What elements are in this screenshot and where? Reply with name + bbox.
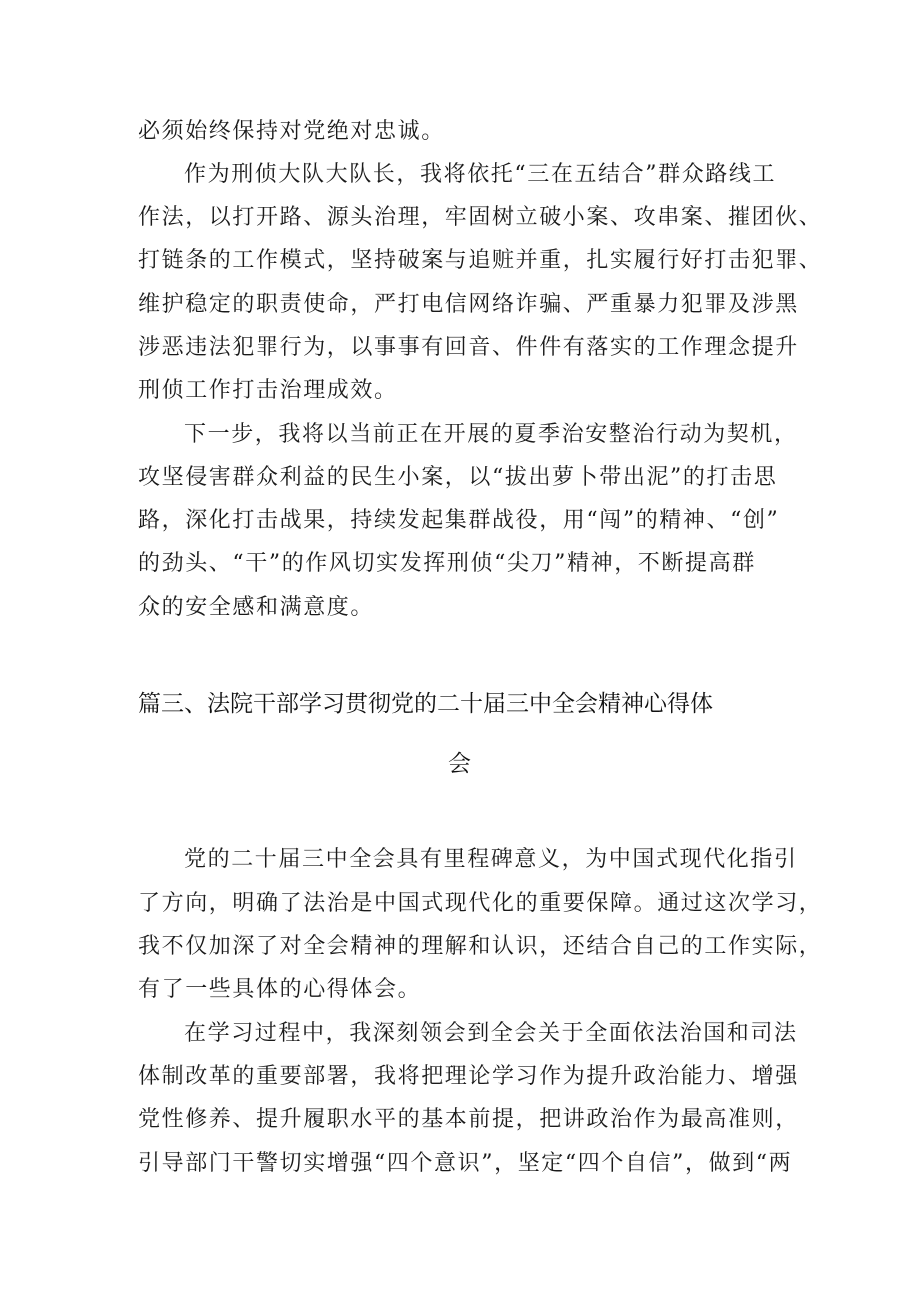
paragraph-line: 路，深化打击战果，持续发起集群战役，用“闯”的精神、“创” (138, 508, 780, 533)
paragraph-line: 作法，以打开路、源头治理，牢固树立破小案、攻串案、摧团伙、 (138, 205, 823, 230)
paragraph-line: 刑侦工作打击治理成效。 (138, 378, 398, 403)
paragraph-line: 有了一些具体的心得体会。 (138, 977, 422, 1002)
paragraph-line: 打链条的工作模式，坚持破案与追赃并重，扎实履行好打击犯罪、 (138, 248, 823, 273)
paragraph-line: 体制改革的重要部署，我将把理论学习作为提升政治能力、增强 (138, 1064, 799, 1089)
paragraph-line: 在学习过程中，我深刻领会到全会关于全面依法治国和司法 (184, 1021, 798, 1046)
paragraph-line: 了方向，明确了法治是中国式现代化的重要保障。通过这次学习， (138, 891, 823, 916)
paragraph-line: 党性修养、提升履职水平的基本前提，把讲政治作为最高准则， (138, 1107, 799, 1132)
paragraph-line: 涉恶违法犯罪行为，以事事有回音、件件有落实的工作理念提升 (138, 335, 799, 360)
paragraph-line: 必须始终保持对党绝对忠诚。 (138, 119, 445, 144)
section-heading-continuation: 会 (448, 751, 471, 777)
paragraph-line: 的劲头、“干”的作风切实发挥刑侦“尖刀”精神，不断提高群 (138, 551, 756, 576)
paragraph-line: 攻坚侵害群众利益的民生小案，以“拔出萝卜带出泥”的打击思 (138, 465, 778, 490)
section-heading: 篇三、法院干部学习贯彻党的二十届三中全会精神心得体 (138, 691, 713, 717)
paragraph-line: 党的二十届三中全会具有里程碑意义，为中国式现代化指引 (184, 847, 798, 872)
paragraph-line: 众的安全感和满意度。 (138, 595, 375, 620)
paragraph-line: 我不仅加深了对全会精神的理解和认识，还结合自己的工作实际， (138, 934, 823, 959)
paragraph-line: 作为刑侦大队大队长，我将依托“三在五结合”群众路线工 (184, 162, 777, 187)
paragraph-line: 下一步，我将以当前正在开展的夏季治安整治行动为契机， (184, 422, 798, 447)
paragraph-line: 引导部门干警切实增强“四个意识”，坚定“四个自信”，做到“两 (138, 1151, 793, 1176)
paragraph-line: 维护稳定的职责使命，严打电信网络诈骗、严重暴力犯罪及涉黑 (138, 292, 799, 317)
